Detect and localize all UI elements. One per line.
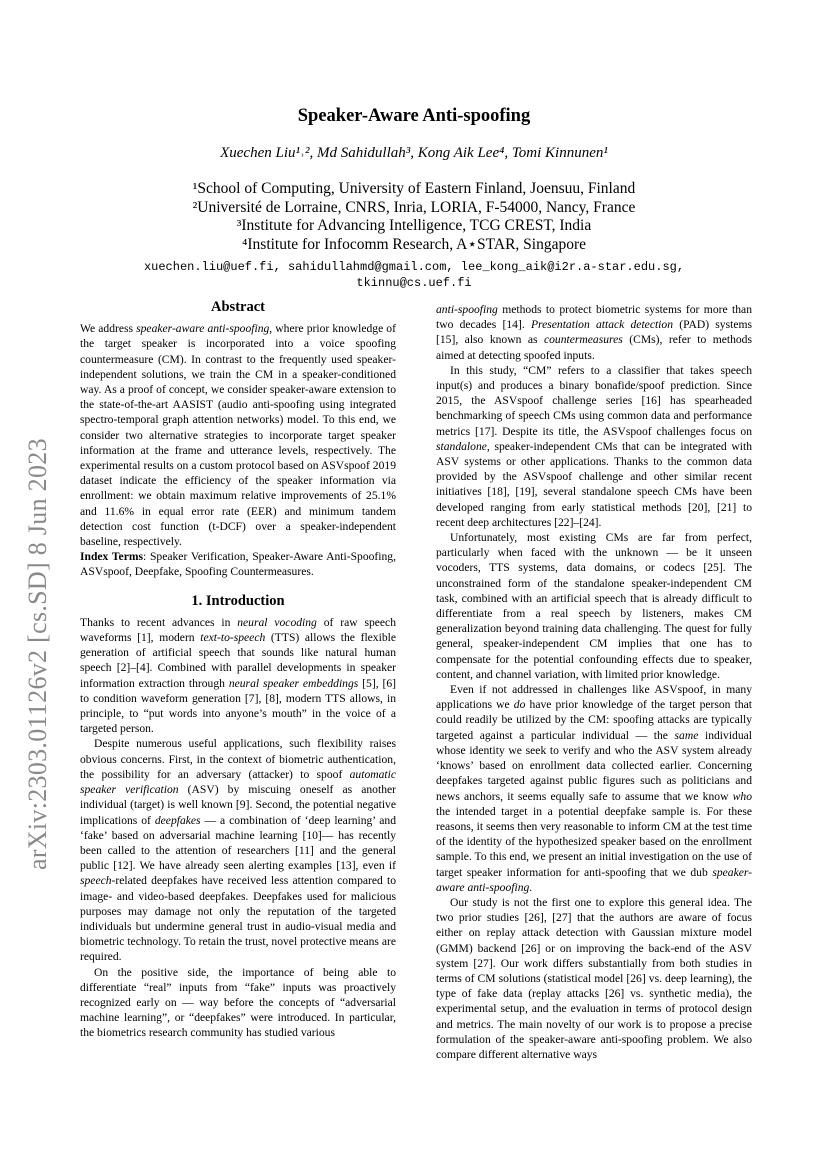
paper-title: Speaker-Aware Anti-spoofing	[297, 106, 531, 126]
arxiv-identifier: arXiv:2303.01126v2 [cs.SD] 8 Jun 2023	[23, 438, 52, 870]
right-paragraph-4: Even if not addressed in challenges like ASVspoof, in many applications we do have prior knowledge of the target person that could readily be utilized by the CM: spoofing attacks are typically targeted against a particular individual — the same individual whose identity we seek to verify and who the ASV system already ‘knows’ based on enrollment data collected earlier. Concerning deepfakes targeted against public figures such as politicians and news anchors, it seems equally safe to assume that we know who the intended target in a potential deepfake sample is. For these reasons, it seems then very reasonable to inform CM at the test time of the identity of the hypothesized speaker based on the enrollment sample. To this end, we present an initial investigation on the use of target speaker information for anti-spoofing that we dub speaker-aware anti-spoofing.	[436, 683, 752, 894]
affiliation-4: ⁴Institute for Infocomm Research, A⋆STAR, Singapore	[241, 235, 587, 253]
right-column	[436, 302, 752, 1062]
affiliation-1: ¹School of Computing, University of Eastern Finland, Joensuu, Finland	[192, 180, 636, 197]
author-list: Xuechen Liu¹˒², Md Sahidullah³, Kong Aik Lee⁴, Tomi Kinnunen¹	[220, 145, 608, 161]
email-line-1: xuechen.liu@uef.fi, sahidullahmd@gmail.com, lee_kong_aik@i2r.a-star.edu.sg,	[143, 260, 685, 274]
email-line-2: tkinnu@cs.uef.fi	[356, 276, 472, 290]
intro-paragraph-2: Despite numerous useful applications, such flexibility raises obvious concerns. First, in the context of biometric authentication, the possibility for an adversary (attacker) to spoof automatic speaker verification (ASV) by miscuing oneself as another individual (target) is well known [9]. Second, the potential negative implications of deepfakes — a combination of ‘deep learning’ and ‘fake’ based on adversarial machine learning [10]— has recently been called to the attention of researchers [11] and the general public [12]. We have already seen alerting examples [13], even if speech-related deepfakes have received less attention compared to image- and video-based deepfakes. Deepfakes used for malicious purposes may damage not only the reputation of the targeted individuals but undermine general trust in audio-visual media and biometric technology. To retain the trust, novel protective means are required.	[80, 737, 397, 964]
intro-paragraph-1: Thanks to recent advances in neural vocoding of raw speech waveforms [1], modern text-to-speech (TTS) allows the flexible generation of artificial speech that sounds like natural human speech [2]–[4]. Combined with parallel developments in speaker information extraction through neural speaker embeddings [5], [6] to condition waveform generation [7], [8], modern TTS allows, in principle, to “put words into anyone’s mouth” in the voice of a targeted person.	[80, 615, 396, 736]
right-paragraph-1: anti-spoofing methods to protect biometric systems for more than two decades [14]. Presentation attack detection (PAD) systems [15], also known as countermeasures (CMs), refer to methods aimed at detecting spoofed inputs.	[436, 303, 752, 362]
introduction-heading: 1. Introduction	[191, 592, 285, 609]
affiliations	[0, 180, 828, 254]
right-paragraph-2: In this study, “CM” refers to a classifier that takes speech input(s) and produces a binary bonafide/spoof prediction. Since 2015, the ASVspoof challenge series [16] has spearheaded benchmarking of speech CMs using common data and performance metrics [17]. Despite its title, the ASVspoof challenges focus on standalone, speaker-independent CMs that can be integrated with ASV systems or other applications. Thanks to the common data provided by the ASVspoof challenge and other similar recent initiatives [18], [19], several standalone speech CMs have been developed ranging from early statistical methods [20], [21] to recent deep architectures [22]–[24].	[436, 363, 752, 529]
intro-paragraph-3: On the positive side, the importance of being able to differentiate “real” inputs from “fake” inputs was proactively recognized early on — way before the concepts of “adversarial machine learning”, or “deepfakes” were introduced. In particular, the biometrics research community has studied various	[80, 965, 396, 1040]
affiliation-3: ³Institute for Advancing Intelligence, TCG CREST, India	[236, 217, 592, 234]
right-paragraph-5: Our study is not the first one to explore this general idea. The two prior studies [26], [27] that the authors are aware of focus either on replay attack detection with Gaussian mixture model (GMM) backend [26] or on improving the back-end of the ASV system [27]. Our work differs substantially from both studies in terms of CM solutions (statistical model [26] vs. deep learning), the type of fake data (replay attacks [26] vs. synthetic media), the experimental setup, and the evaluation in terms of protocol design and metrics. The main novelty of our work is to propose a precise formulation of the speaker-aware anti-spoofing problem. We also compare different alternative ways	[436, 895, 752, 1061]
left-column	[80, 300, 396, 1041]
abstract-text: We address speaker-aware anti-spoofing, where prior knowledge of the target speaker is incorporated into a voice spoofing countermeasure (CM). In contrast to the frequently used speaker-independent solutions, we train the CM in a speaker-conditioned way. As a proof of concept, we consider speaker-aware extension to the state-of-the-art AASIST (audio anti-spoofing using integrated spectro-temporal graph attention networks) model. To this end, we consider two alternative strategies to incorporate target speaker information at the frame and utterance levels, respectively. The experimental results on a custom protocol based on ASVspoof 2019 dataset indicate the efficiency of the speaker information via enrollment: we obtain maximum relative improvements of 25.1% and 11.6% in equal error rate (EER) and minimum tandem detection cost function (t-DCF) over a speaker-independent baseline, respectively.	[80, 322, 396, 549]
author-emails	[0, 259, 828, 291]
abstract-heading: Abstract	[211, 299, 265, 315]
affiliation-2: ²Université de Lorraine, CNRS, Inria, LORIA, F-54000, Nancy, France	[192, 198, 636, 216]
index-terms: Index Terms: Speaker Verification, Speaker-Aware Anti-Spoofing, ASVspoof, Deepfake, Spoofing Countermeasures.	[80, 550, 396, 579]
right-paragraph-3: Unfortunately, most existing CMs are far from perfect, particularly when faced with the unknown — be it unseen vocoders, TTS systems, data domains, or codecs [25]. The unconstrained form of the standalone speaker-independent CM task, combined with an artificial speech that is already difficult to differentiate from a real speech by listeners, makes CM generalization beyond training data challenging. The quest for fully general, speaker-independent CM implies that one has to compensate for the potential confounding effects due to speaker, content, and channel variation, with limited prior knowledge.	[436, 531, 752, 681]
